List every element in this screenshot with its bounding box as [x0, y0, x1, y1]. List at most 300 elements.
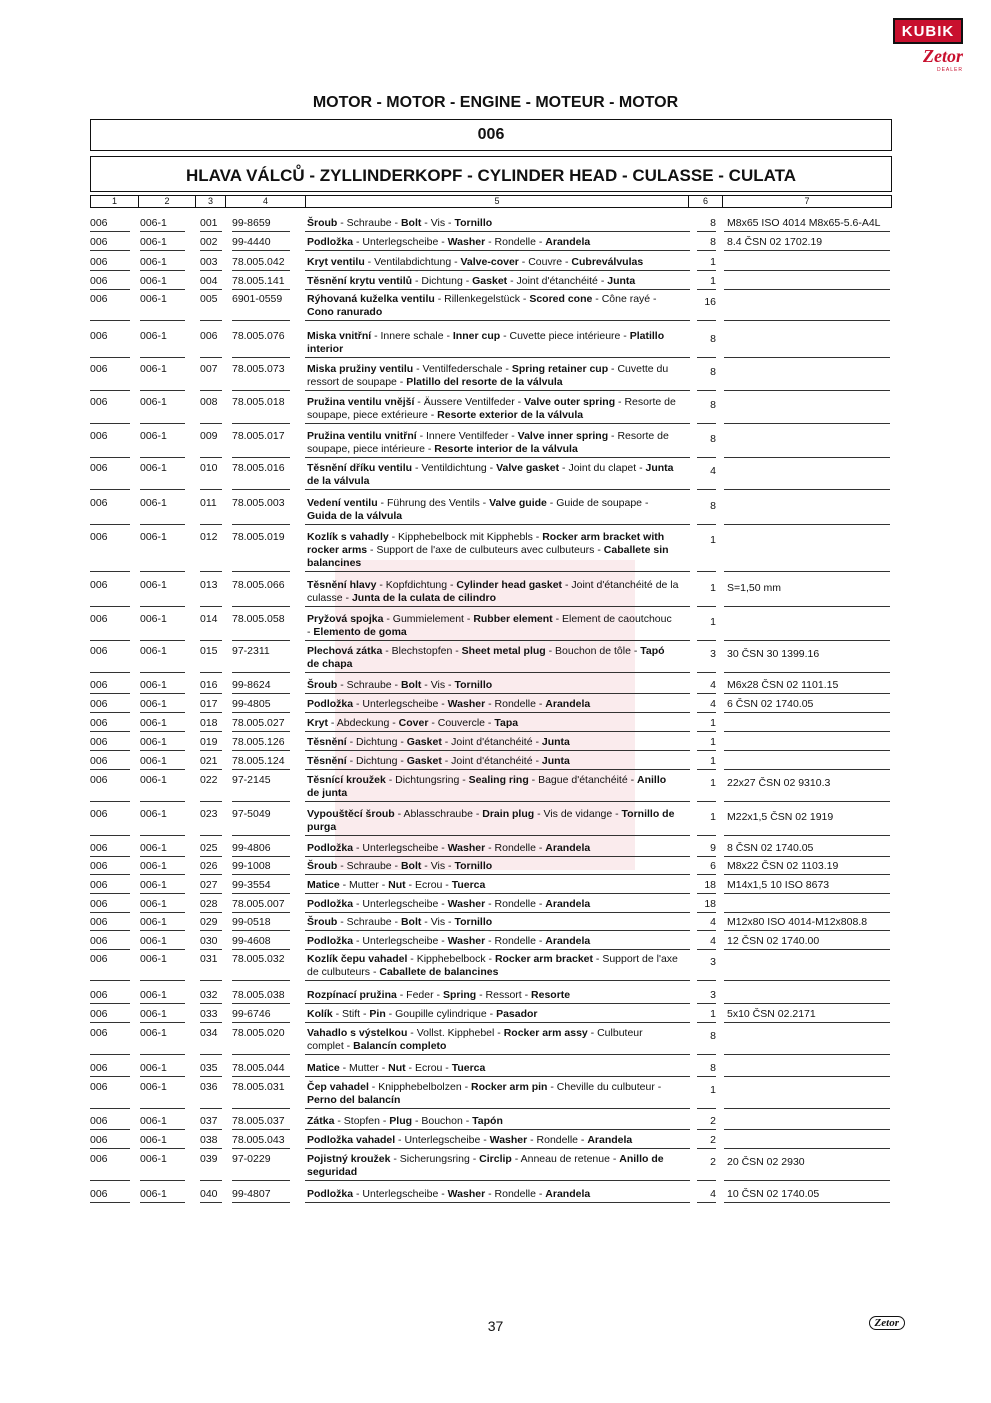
description-segment: Tapa: [494, 717, 519, 729]
description-segment: - Cuvette du: [608, 363, 669, 375]
description-segment: Valve inner spring: [517, 430, 609, 442]
cell-c2: 006-1: [140, 736, 167, 748]
cell-c4: 97-2311: [232, 645, 270, 657]
description-segment: Spring retainer cup: [511, 363, 609, 375]
cell-c1: 006: [90, 430, 108, 442]
cell-c2: 006-1: [140, 236, 167, 248]
description-segment: Cono ranurado: [307, 306, 383, 318]
row-underline: [140, 912, 185, 913]
description-segment: Rocker arm bracket: [494, 953, 593, 965]
cell-note: M22x1,5 ČSN 02 1919: [727, 811, 834, 823]
description-segment: - Culbuteur: [587, 1027, 643, 1039]
row-underline: [140, 457, 185, 458]
cell-c2: 006-1: [140, 462, 167, 474]
cell-quantity: 3: [710, 648, 716, 660]
page-number: 37: [487, 1318, 504, 1334]
description-segment: Arandela: [545, 1188, 591, 1200]
cell-c2: 006-1: [140, 953, 167, 965]
cell-note: M6x28 ČSN 02 1101.15: [727, 679, 839, 691]
row-underline: [90, 357, 130, 358]
cell-description: [307, 842, 692, 855]
row-underline: [90, 1148, 130, 1149]
description-segment: - Unterlegscheibe -: [353, 935, 448, 947]
row-underline: [697, 769, 716, 770]
description-segment: - Anneau de retenue -: [511, 1153, 620, 1165]
cell-quantity: 18: [704, 898, 716, 910]
description-segment: Valve gasket: [496, 462, 560, 474]
description-segment: Podložka vahadel: [307, 1134, 396, 1146]
cell-note: M12x80 ISO 4014-M12x808.8: [727, 916, 868, 928]
row-underline: [232, 874, 290, 875]
description-segment: Washer: [447, 898, 486, 910]
cell-c4: 78.005.037: [232, 1115, 285, 1127]
row-underline: [305, 912, 690, 913]
row-underline: [724, 571, 890, 572]
row-underline: [232, 949, 290, 950]
cell-description: [307, 531, 692, 570]
row-underline: [90, 606, 130, 607]
description-segment: - Rondelle -: [485, 1188, 546, 1200]
row-underline: [90, 949, 130, 950]
row-underline: [724, 750, 890, 751]
row-underline: [305, 930, 690, 931]
description-segment: Rubber element: [473, 613, 553, 625]
cell-c4: 78.005.073: [232, 363, 285, 375]
cell-quantity: 1: [710, 1084, 716, 1096]
description-segment: Bolt: [400, 860, 422, 872]
description-segment: Tuerca: [451, 1062, 486, 1074]
description-segment: Cylinder head gasket: [456, 579, 563, 591]
description-segment: - Element de caoutchouc: [552, 613, 672, 625]
row-underline: [697, 457, 716, 458]
row-underline: [305, 769, 690, 770]
cell-c4: 78.005.066: [232, 579, 285, 591]
cell-c3: 007: [200, 363, 218, 375]
row-underline: [724, 524, 890, 525]
row-underline: [697, 320, 716, 321]
description-segment: de chapa: [307, 658, 353, 670]
row-underline: [140, 1076, 185, 1077]
row-underline: [200, 672, 222, 673]
row-underline: [724, 712, 890, 713]
cell-c3: 019: [200, 736, 218, 748]
cell-c4: 78.005.017: [232, 430, 285, 442]
cell-c1: 006: [90, 1153, 108, 1165]
row-underline: [724, 672, 890, 673]
description-segment: - Schraube -: [337, 679, 401, 691]
cell-description: [307, 497, 692, 523]
cell-c3: 030: [200, 935, 218, 947]
description-segment: complet -: [307, 1040, 354, 1052]
row-underline: [697, 357, 716, 358]
row-underline: [724, 423, 890, 424]
row-underline: [90, 801, 130, 802]
cell-c3: 026: [200, 860, 218, 872]
description-segment: Washer: [489, 1134, 528, 1146]
cell-c3: 037: [200, 1115, 218, 1127]
description-segment: Valve outer spring: [524, 396, 616, 408]
cell-c2: 006-1: [140, 755, 167, 767]
row-underline: [232, 731, 290, 732]
description-segment: Podložka: [307, 1188, 354, 1200]
row-underline: [140, 524, 185, 525]
description-segment: Matice: [307, 879, 340, 891]
row-underline: [232, 750, 290, 751]
row-underline: [90, 320, 130, 321]
description-segment: Junta: [541, 736, 570, 748]
row-underline: [232, 289, 290, 290]
row-underline: [305, 320, 690, 321]
cell-c4: 78.005.018: [232, 396, 285, 408]
row-underline: [697, 1180, 716, 1181]
description-segment: Washer: [447, 842, 486, 854]
row-underline: [697, 731, 716, 732]
row-underline: [724, 1022, 890, 1023]
cell-description: [307, 1027, 692, 1053]
description-segment: Matice: [307, 1062, 340, 1074]
description-segment: - Couvre -: [518, 256, 572, 268]
description-segment: Washer: [447, 698, 486, 710]
cell-c1: 006: [90, 531, 108, 543]
row-underline: [200, 606, 222, 607]
description-segment: - Feder -: [396, 989, 443, 1001]
cell-c1: 006: [90, 579, 108, 591]
cell-quantity: 2: [710, 1134, 716, 1146]
description-segment: - Kopfdichtung -: [376, 579, 457, 591]
description-segment: Arandela: [545, 236, 591, 248]
cell-note: 6 ČSN 02 1740.05: [727, 698, 814, 710]
cell-quantity: 8: [710, 500, 716, 512]
cell-c2: 006-1: [140, 579, 167, 591]
row-underline: [232, 1022, 290, 1023]
cell-c1: 006: [90, 842, 108, 854]
row-underline: [200, 270, 222, 271]
description-segment: - Vis -: [421, 679, 455, 691]
row-underline: [232, 930, 290, 931]
cell-quantity: 4: [710, 935, 716, 947]
row-underline: [305, 357, 690, 358]
row-underline: [305, 856, 690, 857]
row-underline: [724, 874, 890, 875]
row-underline: [200, 1180, 222, 1181]
description-segment: Šroub: [307, 860, 338, 872]
cell-quantity: 3: [710, 956, 716, 968]
row-underline: [232, 571, 290, 572]
cell-c3: 025: [200, 842, 218, 854]
description-segment: Circlip: [479, 1153, 512, 1165]
description-segment: Drain plug: [482, 808, 535, 820]
description-segment: Junta: [541, 755, 570, 767]
cell-c1: 006: [90, 1008, 108, 1020]
cell-c4: 78.005.003: [232, 497, 285, 509]
row-underline: [697, 489, 716, 490]
description-segment: - Bouchon -: [412, 1115, 473, 1127]
cell-c2: 006-1: [140, 860, 167, 872]
description-segment: Kryt ventilu: [307, 256, 365, 268]
description-segment: Resorte interior de la válvula: [434, 443, 578, 455]
description-segment: Perno del balancín: [307, 1094, 401, 1106]
column-header-5: 5: [306, 196, 689, 207]
cell-quantity: 4: [710, 679, 716, 691]
description-segment: Arandela: [545, 898, 591, 910]
description-segment: Washer: [447, 1188, 486, 1200]
description-segment: Šroub: [307, 217, 338, 229]
row-underline: [90, 489, 130, 490]
row-underline: [200, 1129, 222, 1130]
description-segment: -: [307, 626, 314, 638]
description-segment: Valve guide: [489, 497, 547, 509]
description-segment: - Stift -: [332, 1008, 370, 1020]
cell-description: [307, 808, 692, 834]
cell-description: [307, 330, 692, 356]
row-underline: [697, 672, 716, 673]
description-segment: Junta: [607, 275, 636, 287]
row-underline: [232, 489, 290, 490]
cell-c2: 006-1: [140, 293, 167, 305]
cell-description: [307, 755, 692, 768]
cell-c4: 78.005.076: [232, 330, 285, 342]
cell-description: [307, 1081, 692, 1107]
cell-quantity: 6: [710, 860, 716, 872]
row-underline: [232, 1180, 290, 1181]
cell-note: M8x65 ISO 4014 M8x65-5.6-A4L: [727, 217, 881, 229]
description-segment: - Äussere Ventilfeder -: [414, 396, 525, 408]
row-underline: [140, 289, 185, 290]
description-segment: balancines: [307, 557, 362, 569]
column-header-3: 3: [196, 196, 226, 207]
row-underline: [200, 980, 222, 981]
row-underline: [724, 1054, 890, 1055]
cell-description: [307, 736, 692, 749]
row-underline: [232, 980, 290, 981]
row-underline: [140, 1180, 185, 1181]
cell-description: [307, 953, 692, 979]
cell-c4: 99-3554: [232, 879, 271, 891]
row-underline: [232, 693, 290, 694]
row-underline: [140, 270, 185, 271]
row-underline: [90, 769, 130, 770]
row-underline: [200, 893, 222, 894]
row-underline: [200, 1003, 222, 1004]
cell-c4: 78.005.043: [232, 1134, 285, 1146]
row-underline: [140, 250, 185, 251]
row-underline: [200, 423, 222, 424]
row-underline: [724, 1108, 890, 1109]
row-underline: [697, 1108, 716, 1109]
description-segment: ressort de soupape -: [307, 376, 407, 388]
row-underline: [724, 231, 890, 232]
row-underline: [697, 949, 716, 950]
cell-c2: 006-1: [140, 916, 167, 928]
cell-note: 30 ČSN 30 1399.16: [727, 648, 820, 660]
cell-c4: 99-8624: [232, 679, 271, 691]
description-segment: Těsnění dříku ventilu: [307, 462, 413, 474]
row-underline: [724, 606, 890, 607]
cell-quantity: 8: [710, 236, 716, 248]
row-underline: [90, 750, 130, 751]
cell-c2: 006-1: [140, 363, 167, 375]
row-underline: [140, 1202, 185, 1203]
row-underline: [200, 571, 222, 572]
description-segment: Elemento de goma: [313, 626, 407, 638]
column-header-6: 6: [689, 196, 723, 207]
cell-c1: 006: [90, 462, 108, 474]
row-underline: [200, 289, 222, 290]
description-segment: de culbuteurs -: [307, 966, 380, 978]
cell-c1: 006: [90, 1115, 108, 1127]
cell-c3: 002: [200, 236, 218, 248]
row-underline: [724, 640, 890, 641]
description-segment: de junta: [307, 787, 348, 799]
description-segment: Arandela: [545, 935, 591, 947]
description-segment: Cover: [398, 717, 429, 729]
cell-c2: 006-1: [140, 430, 167, 442]
cell-quantity: 2: [710, 1115, 716, 1127]
description-segment: - Mutter -: [339, 1062, 389, 1074]
row-underline: [697, 750, 716, 751]
row-underline: [305, 250, 690, 251]
row-underline: [232, 320, 290, 321]
row-underline: [697, 640, 716, 641]
row-underline: [232, 1054, 290, 1055]
row-underline: [140, 712, 185, 713]
description-segment: Inner cup: [452, 330, 501, 342]
row-underline: [305, 731, 690, 732]
row-underline: [724, 289, 890, 290]
cell-c4: 78.005.124: [232, 755, 285, 767]
description-segment: - Stopfen -: [334, 1115, 390, 1127]
row-underline: [305, 640, 690, 641]
cell-c2: 006-1: [140, 879, 167, 891]
row-underline: [200, 489, 222, 490]
cell-c3: 008: [200, 396, 218, 408]
row-underline: [140, 640, 185, 641]
description-segment: Spring: [442, 989, 477, 1001]
description-segment: - Goupille cylindrique -: [385, 1008, 497, 1020]
row-underline: [697, 1202, 716, 1203]
description-segment: interior: [307, 343, 344, 355]
row-underline: [90, 571, 130, 572]
row-underline: [200, 1202, 222, 1203]
description-segment: - Guide de soupape -: [546, 497, 649, 509]
cell-c3: 018: [200, 717, 218, 729]
description-segment: Podložka: [307, 698, 354, 710]
footer-zetor-logo: Zetor: [869, 1316, 905, 1330]
description-segment: Bolt: [400, 916, 422, 928]
cell-c2: 006-1: [140, 1134, 167, 1146]
row-underline: [697, 1129, 716, 1130]
description-segment: - Kipphebelbock -: [407, 953, 495, 965]
cell-c3: 022: [200, 774, 218, 786]
description-segment: Valve-cover: [460, 256, 519, 268]
row-underline: [140, 893, 185, 894]
description-segment: - Ressort -: [476, 989, 532, 1001]
row-underline: [724, 893, 890, 894]
cell-quantity: 4: [710, 1188, 716, 1200]
row-underline: [200, 731, 222, 732]
cell-c1: 006: [90, 256, 108, 268]
row-underline: [697, 893, 716, 894]
cell-c2: 006-1: [140, 645, 167, 657]
description-segment: Rýhovaná kuželka ventilu: [307, 293, 435, 305]
description-segment: - Gummielement -: [383, 613, 474, 625]
row-underline: [232, 524, 290, 525]
row-underline: [697, 712, 716, 713]
zetor-logo-text: Zetor: [923, 46, 963, 66]
row-underline: [305, 231, 690, 232]
description-segment: - Ventilfederschale -: [413, 363, 512, 375]
cell-c4: 78.005.019: [232, 531, 285, 543]
description-segment: - Schraube -: [337, 916, 401, 928]
cell-c2: 006-1: [140, 935, 167, 947]
cell-description: [307, 217, 692, 230]
cell-c4: 78.005.042: [232, 256, 285, 268]
cell-quantity: 16: [704, 296, 716, 308]
description-segment: Scored cone: [529, 293, 593, 305]
row-underline: [724, 930, 890, 931]
row-underline: [140, 1054, 185, 1055]
row-underline: [697, 423, 716, 424]
cell-quantity: 1: [710, 275, 716, 287]
row-underline: [232, 457, 290, 458]
cell-note: 12 ČSN 02 1740.00: [727, 935, 820, 947]
description-segment: Bolt: [400, 679, 422, 691]
row-underline: [724, 390, 890, 391]
row-underline: [140, 949, 185, 950]
description-segment: Washer: [447, 935, 486, 947]
row-underline: [697, 980, 716, 981]
row-underline: [90, 1108, 130, 1109]
cell-c1: 006: [90, 989, 108, 1001]
description-segment: - Unterlegscheibe -: [353, 1188, 448, 1200]
cell-description: [307, 1062, 692, 1075]
cell-quantity: 1: [710, 256, 716, 268]
row-underline: [90, 390, 130, 391]
cell-c1: 006: [90, 645, 108, 657]
row-underline: [697, 1003, 716, 1004]
description-segment: - Resorte de: [615, 396, 676, 408]
cell-c2: 006-1: [140, 396, 167, 408]
description-segment: Šroub: [307, 916, 338, 928]
row-underline: [305, 672, 690, 673]
row-underline: [724, 1148, 890, 1149]
description-segment: - Vis -: [421, 217, 455, 229]
description-segment: Platillo del resorte de la válvula: [406, 376, 563, 388]
row-underline: [697, 289, 716, 290]
cell-quantity: 1: [710, 736, 716, 748]
row-underline: [140, 731, 185, 732]
description-segment: Vypouštěcí šroub: [307, 808, 395, 820]
description-segment: soupape, piece intérieure -: [307, 443, 435, 455]
cell-c1: 006: [90, 698, 108, 710]
description-segment: - Ventilabdichtung -: [364, 256, 461, 268]
row-underline: [200, 1108, 222, 1109]
row-underline: [200, 693, 222, 694]
cell-c3: 034: [200, 1027, 218, 1039]
row-underline: [232, 606, 290, 607]
cell-description: [307, 898, 692, 911]
section-subtitle-box: HLAVA VÁLCŮ - ZYLLINDERKOPF - CYLINDER HEAD - CULASSE - CULATA: [90, 156, 892, 192]
row-underline: [697, 1054, 716, 1055]
row-underline: [305, 524, 690, 525]
row-underline: [90, 1076, 130, 1077]
row-underline: [200, 930, 222, 931]
description-segment: Arandela: [545, 698, 591, 710]
cell-note: S=1,50 mm: [727, 582, 781, 594]
cell-note: M14x1,5 10 ISO 8673: [727, 879, 830, 891]
row-underline: [305, 980, 690, 981]
row-underline: [90, 835, 130, 836]
